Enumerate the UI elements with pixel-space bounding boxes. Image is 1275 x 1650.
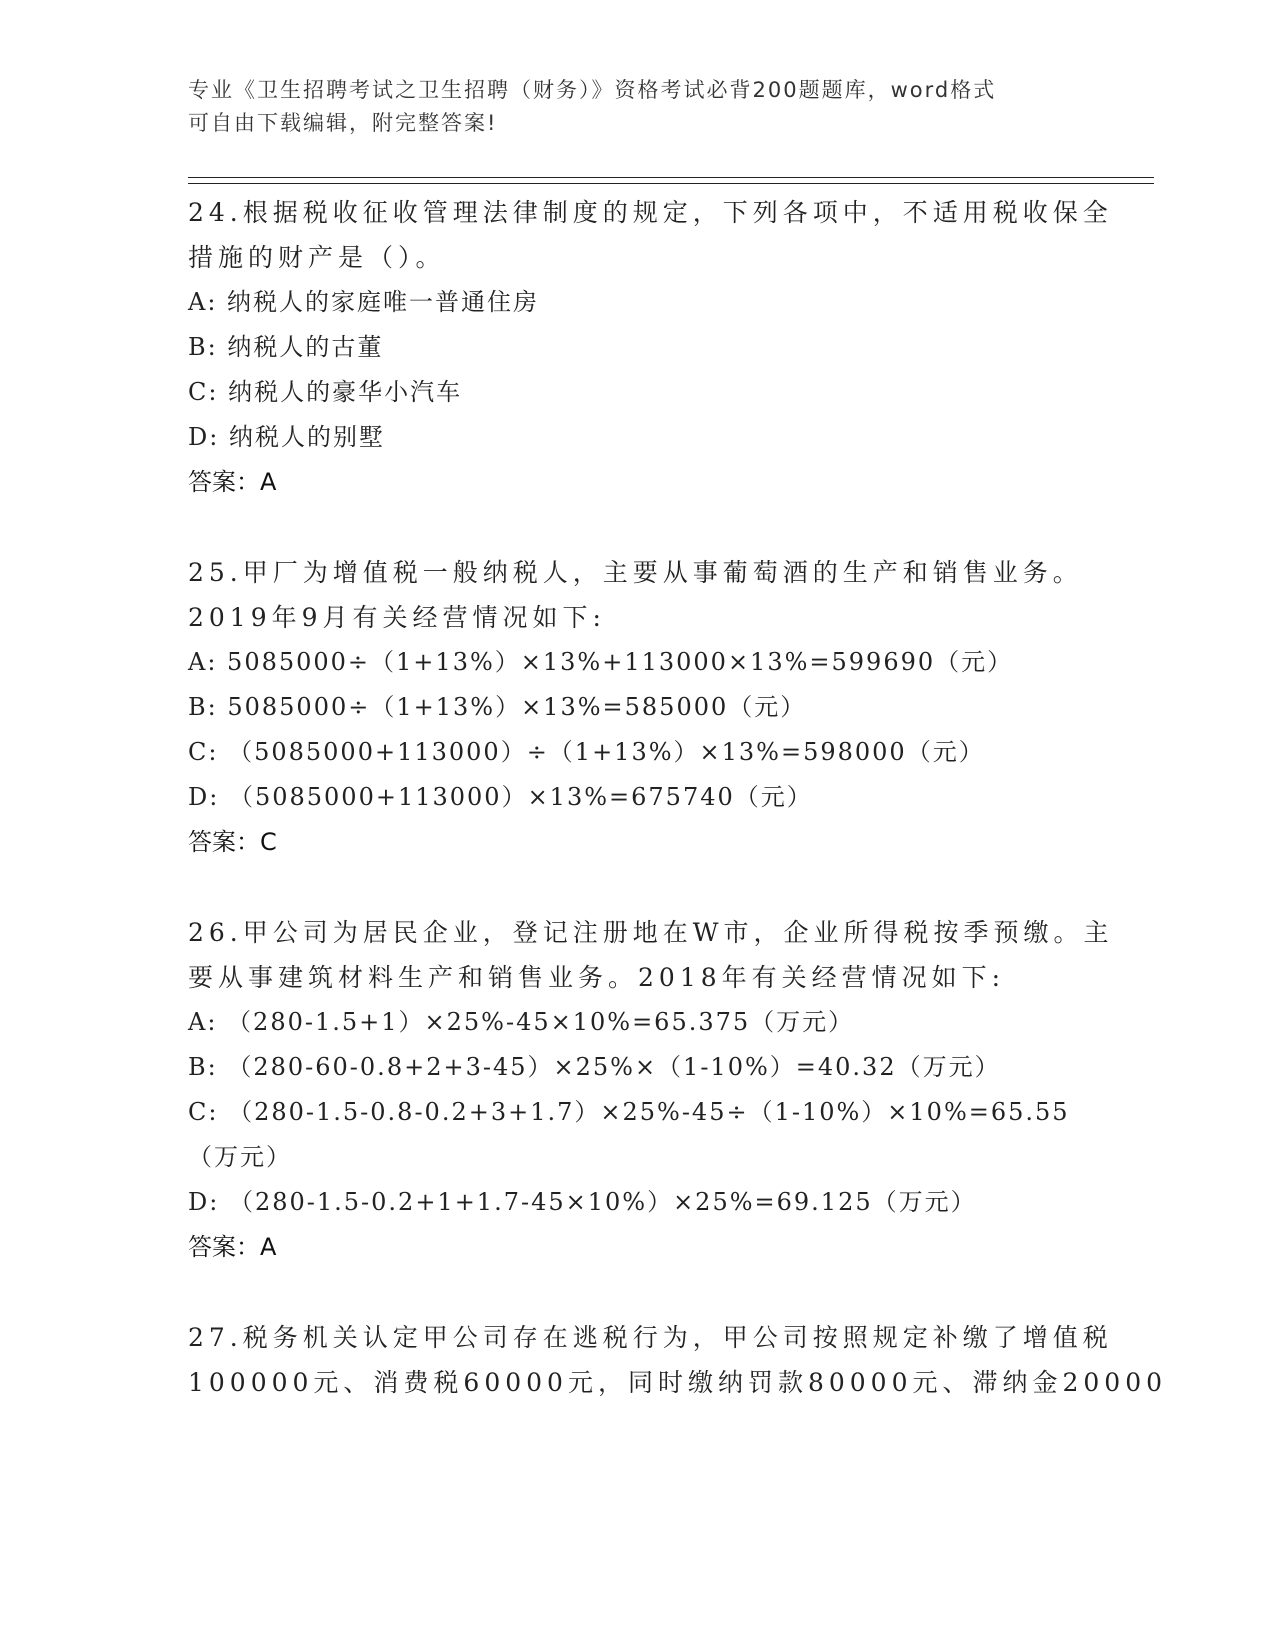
document-header [188,74,1078,140]
stem-line: 要从事建筑材料生产和销售业务。2018年有关经营情况如下: [188,963,1006,992]
answer: 答案：C [188,828,277,856]
option-d: D: （5085000+113000）×13%=675740（元） [188,783,813,811]
answer: 答案：A [188,1233,277,1261]
option-b: B: 纳税人的古董 [188,333,384,361]
question-25 [188,550,1088,865]
option-d: D: 纳税人的别墅 [188,423,385,451]
header-rule-bottom [188,183,1154,184]
question-24 [188,190,1113,505]
question-stem [188,550,1088,640]
answer: 答案：A [188,468,277,496]
question-stem [188,910,1114,1000]
option-a: A: 纳税人的家庭唯一普通住房 [188,288,540,316]
header-line-2: 可自由下载编辑，附完整答案! [188,111,498,135]
question-27 [188,1315,1168,1405]
stem-line: 100000元、消费税60000元，同时缴纳罚款80000元、滞纳金20000 [188,1368,1168,1397]
stem-line: 26.甲公司为居民企业，登记注册地在W市，企业所得税按季预缴。主 [188,918,1114,947]
question-list [188,190,1168,1405]
question-stem [188,190,1113,280]
question-26 [188,910,1114,1270]
option-b: B: （280-60-0.8+2+3-45）×25%×（1-10%）=40.32（万元） [188,1053,1001,1081]
question-stem [188,1315,1168,1405]
option-c: C: 纳税人的豪华小汽车 [188,378,463,406]
stem-line: 27.税务机关认定甲公司存在逃税行为，甲公司按照规定补缴了增值税 [188,1323,1113,1352]
option-d: D: （280-1.5-0.2+1+1.7-45×10%）×25%=69.125（万元） [188,1188,977,1216]
option-c: C: （280-1.5-0.8-0.2+3+1.7）×25%-45÷（1-10%）×10%=65.55（万元） [188,1098,1070,1171]
option-b: B: 5085000÷（1+13%）×13%=585000（元） [188,693,807,721]
option-a: A: 5085000÷（1+13%）×13%+113000×13%=599690（元） [188,648,1014,676]
stem-line: 25.甲厂为增值税一般纳税人，主要从事葡萄酒的生产和销售业务。 [188,558,1083,587]
stem-line: 2019年9月有关经营情况如下: [188,603,606,632]
stem-line: 措施的财产是（）。 [188,243,446,272]
option-a: A: （280-1.5+1）×25%-45×10%=65.375（万元） [188,1008,855,1036]
stem-line: 24.根据税收征收管理法律制度的规定，下列各项中，不适用税收保全 [188,198,1113,227]
header-rule-top [188,177,1154,178]
option-c: C: （5085000+113000）÷（1+13%）×13%=598000（元） [188,738,985,766]
header-line-1: 专业《卫生招聘考试之卫生招聘（财务）》资格考试必背200题题库，word格式 [188,78,997,102]
